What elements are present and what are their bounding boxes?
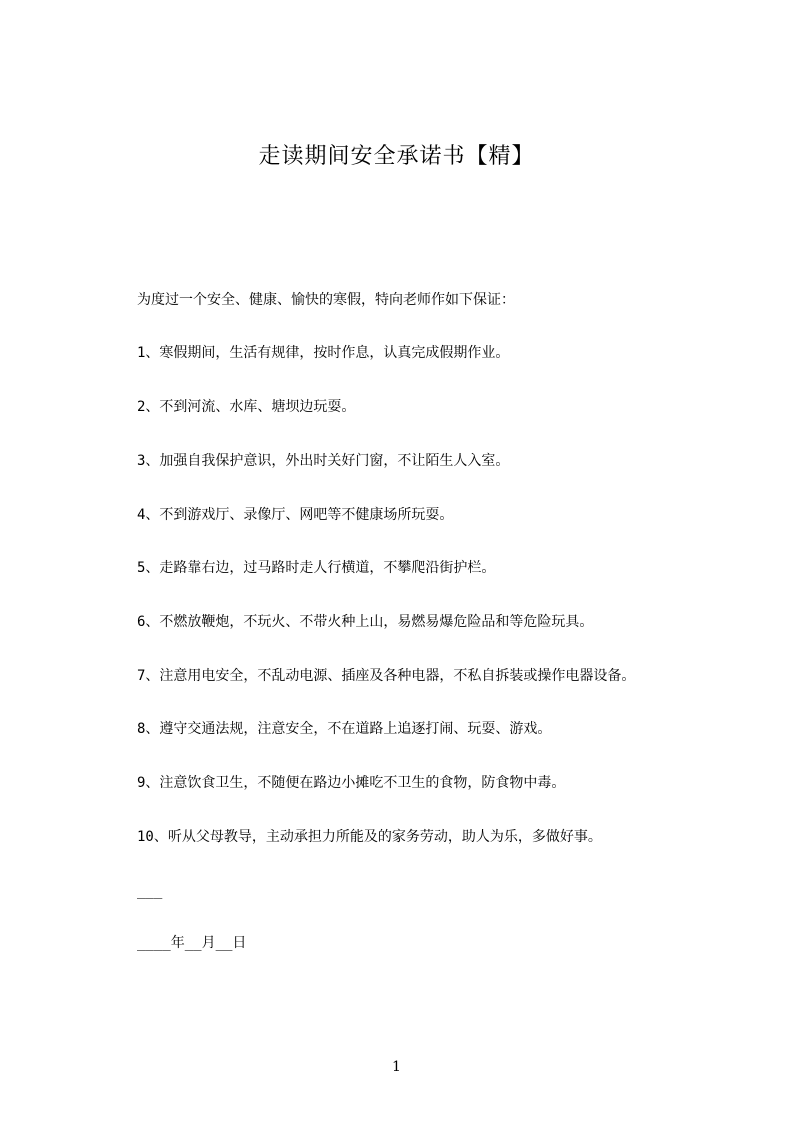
page-number: 1 bbox=[392, 1059, 401, 1075]
pledge-item-6: 6、不燃放鞭炮，不玩火、不带火种上山，易燃易爆危险品和等危险玩具。 bbox=[137, 614, 594, 630]
date-line: ____年__月__日 bbox=[137, 935, 247, 951]
pledge-item-8: 8、遵守交通法规，注意安全，不在道路上追逐打闹、玩耍、游戏。 bbox=[137, 721, 552, 737]
pledge-item-7: 7、注意用电安全，不乱动电源、插座及各种电器，不私自拆装或操作电器设备。 bbox=[137, 668, 636, 684]
pledge-item-1: 1、寒假期间，生活有规律，按时作息，认真完成假期作业。 bbox=[137, 345, 510, 361]
document-title: 走读期间安全承诺书【精】 bbox=[258, 144, 535, 169]
signature-line: ___ bbox=[137, 883, 163, 899]
intro-paragraph: 为度过一个安全、健康、愉快的寒假，特向老师作如下保证： bbox=[137, 292, 515, 308]
pledge-item-4: 4、不到游戏厅、录像厅、网吧等不健康场所玩耍。 bbox=[137, 507, 454, 523]
pledge-item-5: 5、走路靠右边，过马路时走人行横道，不攀爬沿街护栏。 bbox=[137, 560, 496, 576]
pledge-item-9: 9、注意饮食卫生，不随便在路边小摊吃不卫生的食物，防食物中毒。 bbox=[137, 775, 566, 791]
pledge-item-3: 3、加强自我保护意识，外出时关好门窗，不让陌生人入室。 bbox=[137, 453, 510, 469]
pledge-item-2: 2、不到河流、水库、塘坝边玩耍。 bbox=[137, 399, 356, 415]
pledge-item-10: 10、听从父母教导，主动承担力所能及的家务劳动，助人为乐，多做好事。 bbox=[137, 829, 602, 845]
